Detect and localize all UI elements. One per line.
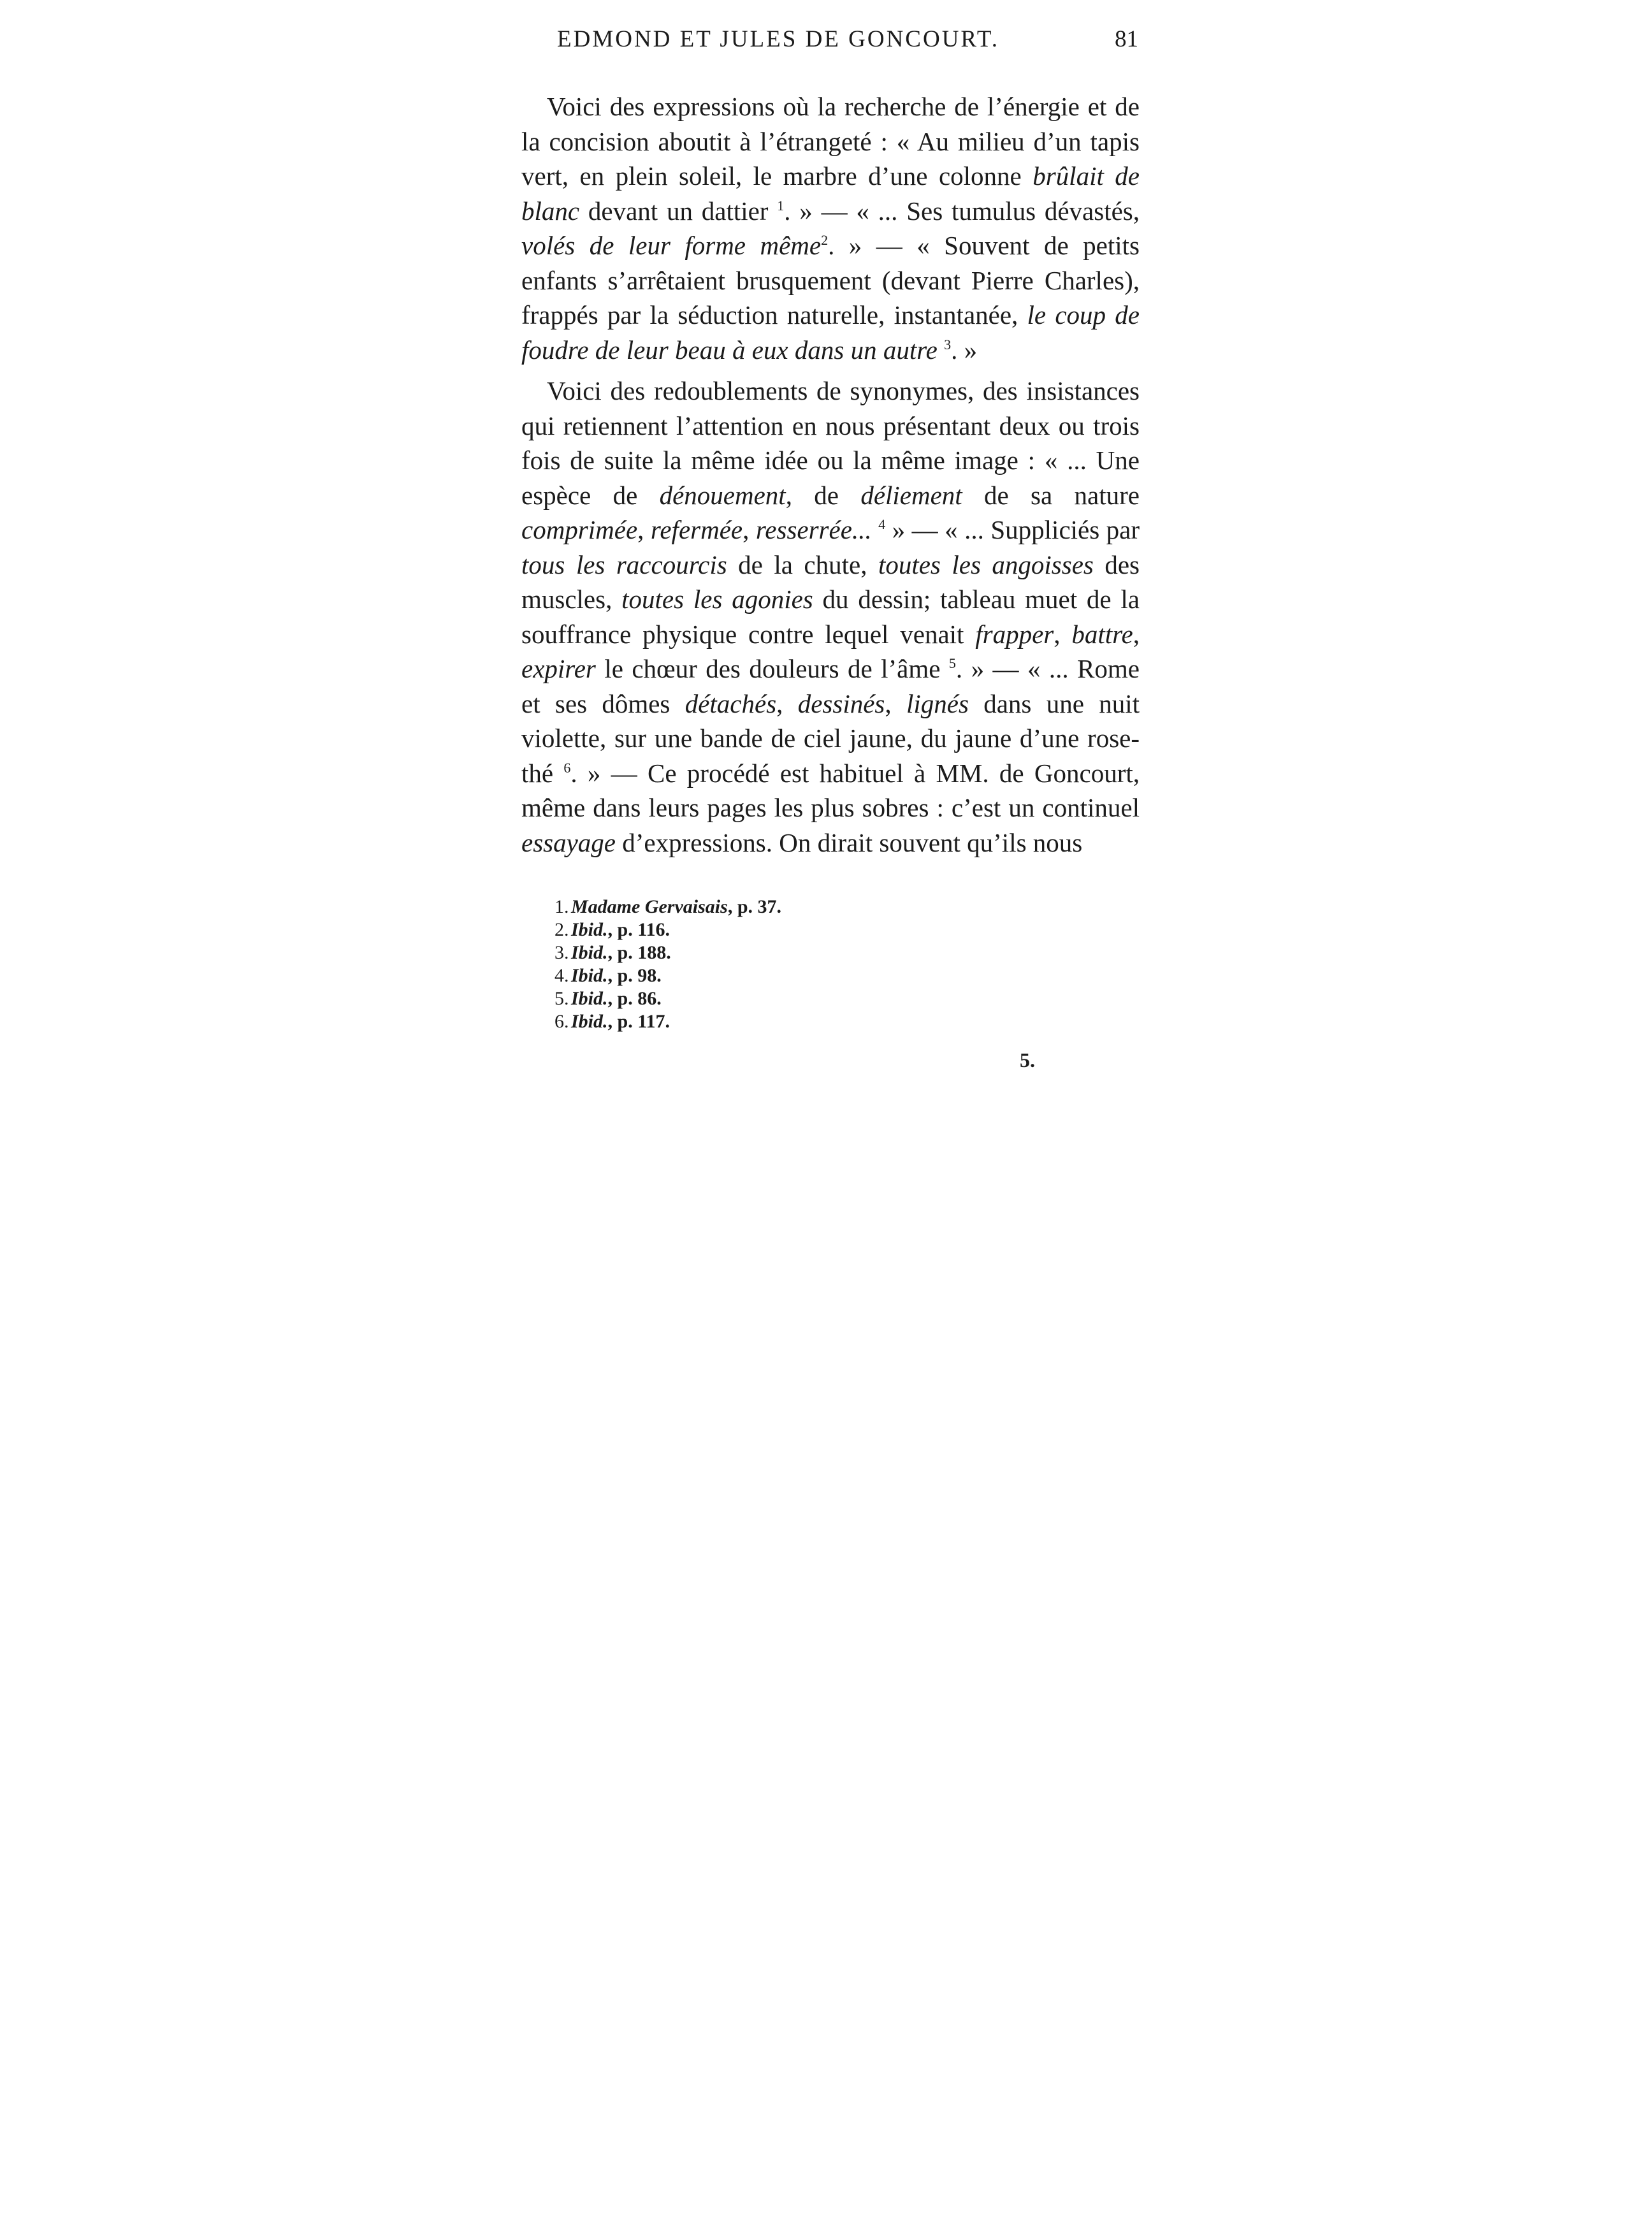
text-run: de sa nature (962, 480, 1140, 510)
text-run: , (885, 688, 906, 718)
footnote-page-ref: , p. 117. (607, 1011, 670, 1032)
footnote (554, 918, 1140, 941)
text-run: , (637, 515, 651, 544)
italic-phrase: refermée (650, 515, 743, 544)
footnote-page-ref: , p. 188. (607, 942, 671, 963)
book-page (521, 25, 1140, 1072)
text-run: , (1054, 619, 1072, 649)
italic-phrase: le coup de foudre de leur beau à eux dans un autre (521, 300, 1140, 365)
running-header (521, 25, 1140, 61)
footnote (554, 941, 1140, 964)
footnote-number: 6. (554, 1011, 569, 1032)
text-run: le chœur des douleurs de l’âme (595, 654, 949, 683)
text-run (938, 335, 944, 365)
text-run: . » — Ce procédé est habituel à MM. de Goncourt, même dans leurs pages les plus sobres : c’est un continuel (521, 758, 1140, 822)
text-run: . » — « ... Ses tumulus dévastés, (784, 196, 1140, 226)
italic-phrase: déliement (860, 480, 962, 510)
text-run: Voici des expressions où la recherche de l’énergie et de la concision aboutit à l’étrangeté : « Au milieu d’un tapis vert, en plein soleil, le marbre d’une colonne (521, 92, 1140, 191)
footnote-number: 1. (554, 896, 569, 917)
italic-phrase: comprimée (521, 515, 638, 544)
footnote-page-ref: , p. 98. (607, 965, 662, 986)
text-run: , (743, 515, 756, 544)
italic-phrase: brûlait de blanc (521, 161, 1140, 226)
text-run: . » (951, 335, 978, 365)
footnote-work: Ibid. (571, 942, 608, 963)
text-run: , (1133, 619, 1140, 649)
footnote (554, 1010, 1140, 1033)
italic-phrase: lignés (906, 688, 969, 718)
footnote-reference: 2 (821, 232, 829, 248)
italic-phrase: dessinés (797, 688, 885, 718)
italic-phrase: frapper (975, 619, 1054, 649)
text-run: , de (785, 480, 861, 510)
text-run: . » — « Souvent de petits enfants s’arrêtaient brusquement (devant Pierre Charles), frappés par la séduction naturelle, instantanée, (521, 231, 1140, 330)
signature-mark: 5. (1020, 1049, 1035, 1071)
text-run: , (776, 688, 798, 718)
italic-phrase: expirer (521, 654, 596, 683)
text-run: devant un dattier (579, 196, 778, 226)
footnote-number: 4. (554, 965, 569, 986)
footnotes (521, 896, 1140, 1033)
running-title: EDMOND ET JULES DE GONCOURT. (557, 26, 999, 52)
text-run: » — « ... Suppliciés par (885, 515, 1140, 544)
footnote-reference: 4 (878, 516, 886, 532)
footnote-reference: 3 (944, 336, 952, 352)
footnote-page-ref: , p. 86. (607, 988, 662, 1009)
footnote-number: 2. (554, 919, 569, 940)
footnote-number: 5. (554, 988, 569, 1009)
text-run: Voici des redoublements de synonymes, des insistances qui retiennent l’attention en nous présentant deux ou trois fois de suite la même idée ou la même image : « ... Une espèce de (521, 376, 1140, 510)
footnote-page-ref: , p. 116. (607, 919, 670, 940)
footnote-work: Ibid. (571, 1011, 608, 1032)
text-run: de la chute, (727, 549, 878, 579)
italic-phrase: toutes les angoisses (878, 549, 1094, 579)
italic-phrase: essayage (521, 827, 616, 857)
footnote-work: Madame Gervaisais (571, 896, 728, 917)
footnote-reference: 1 (777, 197, 785, 214)
footnote-page-ref: , p. 37. (727, 896, 782, 917)
footnote-work: Ibid. (571, 988, 608, 1009)
italic-phrase: toutes les agonies (621, 584, 813, 614)
footnote-reference: 5 (948, 655, 956, 671)
text-run: du dessin; tableau muet de la souffrance physique contre lequel venait (521, 584, 1140, 649)
italic-phrase: volés de leur forme même (521, 231, 822, 260)
footnote (554, 987, 1140, 1010)
footnote-number: 3. (554, 942, 569, 963)
footnote-reference: 6 (563, 759, 571, 776)
text-run: des muscles, (521, 549, 1140, 614)
footnote-work: Ibid. (571, 919, 608, 940)
italic-phrase: resserrée... (755, 515, 872, 544)
text-run: d’expressions. On dirait souvent qu’ils nous (616, 827, 1083, 857)
text-run (872, 515, 879, 544)
paragraph (521, 89, 1140, 367)
italic-phrase: détachés (685, 688, 777, 718)
footnote (554, 964, 1140, 987)
body-text (521, 89, 1140, 860)
footnote (554, 896, 1140, 918)
text-run: . » — « ... Rome et ses dômes (521, 654, 1140, 718)
paragraph (521, 374, 1140, 860)
italic-phrase: tous les raccourcis (521, 549, 727, 579)
page-number: 81 (1115, 26, 1138, 52)
italic-phrase: dénouement (659, 480, 786, 510)
footnote-work: Ibid. (571, 965, 608, 986)
text-run: dans une nuit violette, sur une bande de ciel jaune, du jaune d’une rose-thé (521, 688, 1140, 788)
italic-phrase: battre (1071, 619, 1133, 649)
